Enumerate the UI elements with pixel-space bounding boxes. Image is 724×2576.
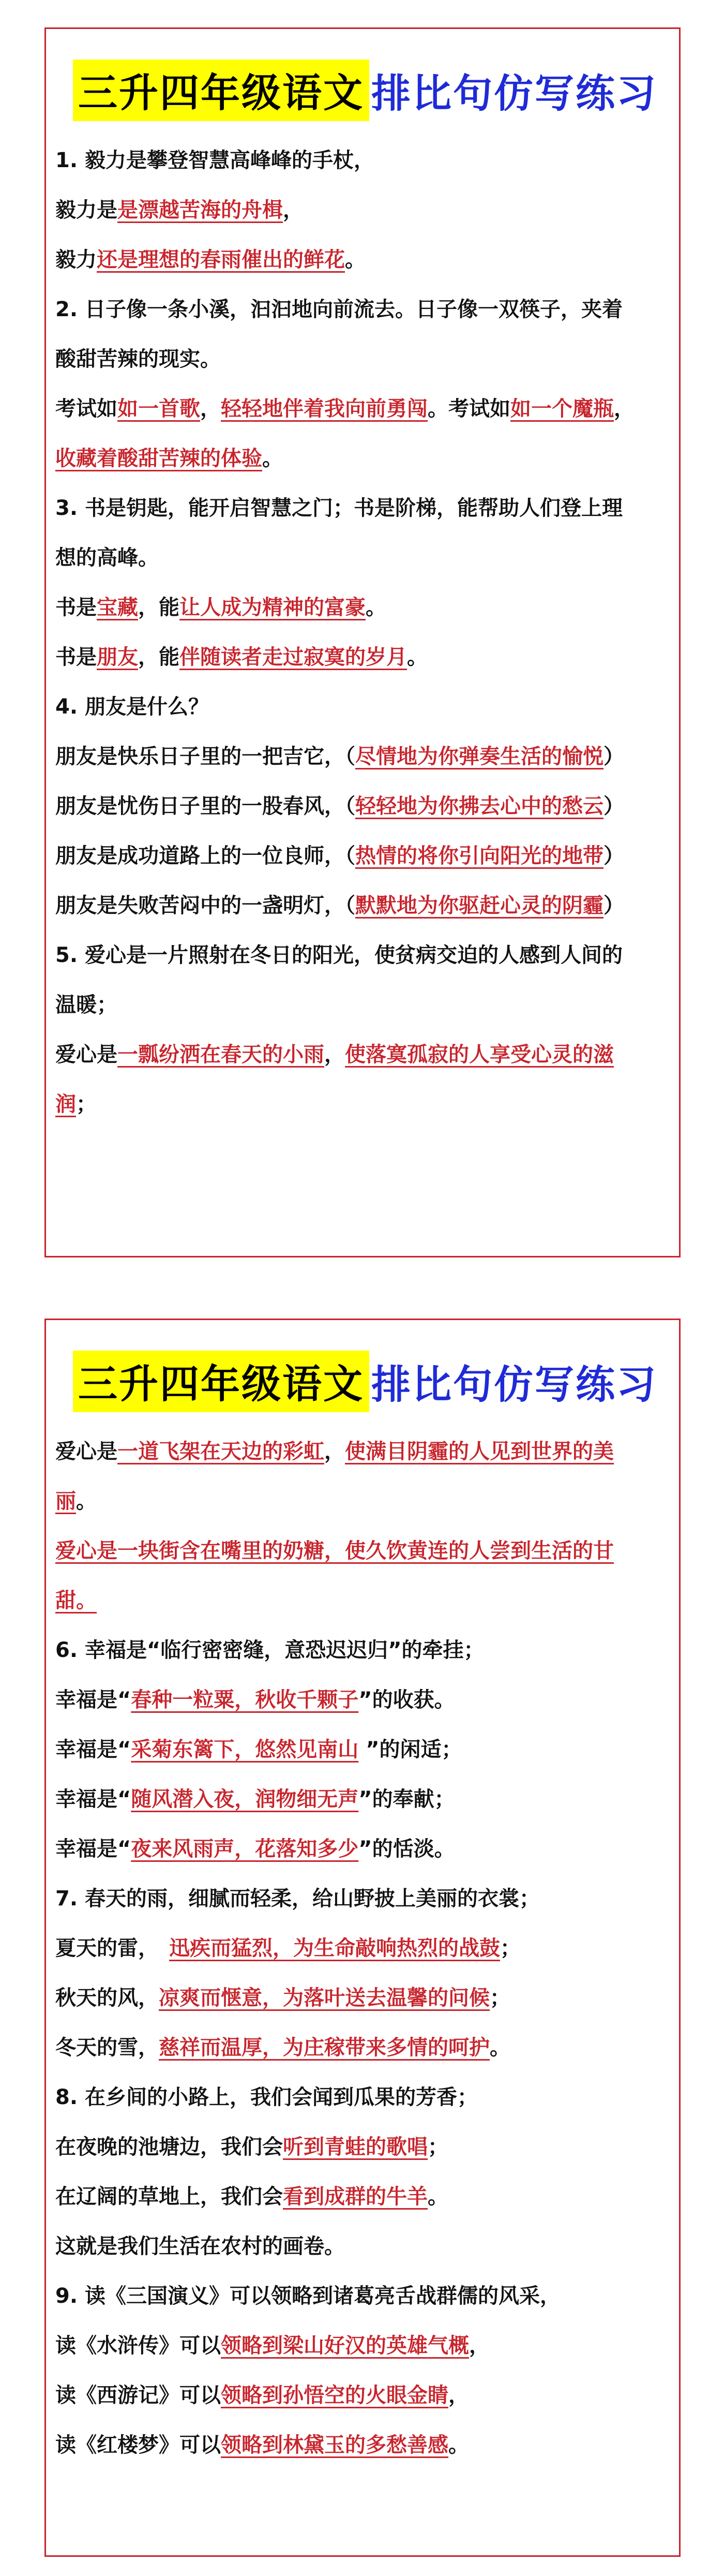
answer-text: 如一首歌: [117, 397, 200, 421]
prompt-text: ）: [604, 844, 624, 868]
answer-text: 领略到孙悟空的火眼金睛: [221, 2383, 448, 2407]
text-line: [55, 1476, 670, 1526]
prompt-text: ，: [324, 1440, 345, 1463]
prompt-text: 幸福是“: [55, 1787, 131, 1811]
prompt-text: ，: [324, 1043, 345, 1067]
text-line: [55, 185, 670, 235]
answer-text: 润: [55, 1092, 76, 1116]
answer-text: 随风潜入夜，润物细无声: [131, 1787, 359, 1811]
prompt-text: 书是: [55, 596, 97, 619]
answer-text: 轻轻地为你拂去心中的愁云: [355, 794, 604, 818]
text-line: [55, 980, 670, 1030]
text-line: [55, 583, 670, 632]
text-line: [55, 136, 670, 185]
text-line: [55, 632, 670, 682]
prompt-text: 毅力: [55, 248, 97, 272]
worksheet-title: [73, 1352, 658, 1410]
prompt-text: 2. 日子像一条小溪，汩汩地向前流去。日子像一双筷子，夹着: [55, 298, 623, 321]
prompt-text: 酸甜苦辣的现实。: [55, 347, 221, 371]
prompt-text: 幸福是“: [55, 1837, 131, 1861]
text-line: [55, 2321, 670, 2371]
answer-text: 领略到梁山好汉的英雄气概: [221, 2334, 469, 2358]
text-line: [55, 1625, 670, 1675]
prompt-text: 7. 春天的雨，细腻而轻柔，给山野披上美丽的衣裳；: [55, 1887, 540, 1911]
prompt-text: 。: [366, 596, 386, 619]
answer-text: 迅疾而猛烈，为生命敲响热烈的战鼓: [169, 1936, 500, 1960]
text-line: [55, 2023, 670, 2072]
title-highlight: 三升四年级语文: [73, 60, 369, 121]
prompt-text: 3. 书是钥匙，能开启智慧之门；书是阶梯，能帮助人们登上理: [55, 496, 623, 520]
text-line: [55, 1824, 670, 1874]
answer-text: 宝藏: [97, 596, 138, 619]
answer-text: 听到青蛙的歌唱: [283, 2135, 428, 2159]
prompt-text: 朋友是成功道路上的一位良师，（: [55, 844, 355, 868]
prompt-text: 。: [407, 645, 428, 669]
text-line: [55, 1973, 670, 2023]
prompt-text: 读《西游记》可以: [55, 2383, 221, 2407]
title-rest: 排比句仿写练习: [371, 70, 657, 116]
answer-text: 采菊东篱下，悠然见南山: [131, 1738, 359, 1761]
text-line: [55, 732, 670, 781]
text-line: [55, 1079, 670, 1129]
prompt-text: ，能: [138, 645, 179, 669]
prompt-text: ”的奉献；: [358, 1787, 455, 1811]
answer-text: 是漂越苦海的舟楫: [117, 198, 283, 222]
text-line: [55, 533, 670, 583]
prompt-text: 温暖；: [55, 993, 117, 1017]
prompt-text: 毅力是: [55, 198, 117, 222]
prompt-text: 冬天的雪，: [55, 2036, 159, 2060]
title-rest: 排比句仿写练习: [371, 1361, 657, 1408]
answer-text: 如一个魔瓶: [510, 397, 614, 421]
prompt-text: ）: [604, 794, 624, 818]
prompt-text: ，: [448, 2383, 469, 2407]
exercise-content: [55, 136, 670, 1129]
text-line: [55, 1030, 670, 1079]
prompt-text: 9. 读《三国演义》可以领略到诸葛亮舌战群儒的风采，: [55, 2284, 561, 2308]
prompt-text: ，: [200, 397, 221, 421]
text-line: [55, 285, 670, 334]
prompt-text: 这就是我们生活在农村的画卷。: [55, 2234, 345, 2258]
text-line: [55, 2072, 670, 2122]
prompt-text: 夏天的雷，: [55, 1936, 169, 1960]
text-line: [55, 1874, 670, 1923]
title-highlight: 三升四年级语文: [73, 1351, 369, 1412]
prompt-text: 。: [262, 447, 283, 470]
prompt-text: 。: [490, 2036, 510, 2060]
prompt-text: 幸福是“: [55, 1738, 131, 1761]
prompt-text: 6. 幸福是“临行密密缝，意恐迟迟归”的牵挂；: [55, 1638, 485, 1662]
prompt-text: 爱心是: [55, 1440, 117, 1463]
prompt-text: ”的恬淡。: [358, 1837, 455, 1861]
text-line: [55, 334, 670, 384]
text-line: [55, 2172, 670, 2222]
prompt-text: ，: [469, 2334, 490, 2358]
prompt-text: 5. 爱心是一片照射在冬日的阳光，使贫病交迫的人感到人间的: [55, 943, 623, 967]
worksheet-page-1: [44, 27, 681, 1257]
prompt-text: ；: [76, 1092, 97, 1116]
answer-text: 轻轻地伴着我向前勇闯: [221, 397, 428, 421]
prompt-text: ）: [604, 745, 624, 768]
text-line: [55, 2122, 670, 2172]
text-line: [55, 2371, 670, 2420]
answer-text: 夜来风雨声，花落知多少: [131, 1837, 359, 1861]
answer-text: 还是理想的春雨催出的鲜花: [97, 248, 345, 272]
answer-text: 凉爽而惬意，为落叶送去温馨的问候: [159, 1986, 490, 2010]
text-line: [55, 1923, 670, 1973]
prompt-text: 。: [345, 248, 366, 272]
text-line: [55, 930, 670, 980]
prompt-text: 。: [448, 2433, 469, 2457]
answer-text: 让人成为精神的富豪: [179, 596, 366, 619]
text-line: [55, 1576, 670, 1625]
text-line: [55, 2222, 670, 2271]
text-line: [55, 1675, 670, 1725]
answer-text: 甜。: [55, 1589, 97, 1612]
prompt-text: 幸福是“: [55, 1688, 131, 1712]
prompt-text: ，: [614, 397, 635, 421]
answer-text: 领略到林黛玉的多愁善感: [221, 2433, 448, 2457]
text-line: [55, 384, 670, 434]
prompt-text: 考试如: [55, 397, 117, 421]
answer-text: 看到成群的牛羊: [283, 2185, 428, 2209]
text-line: [55, 1526, 670, 1576]
text-line: [55, 2271, 670, 2321]
text-line: [55, 881, 670, 930]
exercise-content: [55, 1427, 670, 2470]
prompt-text: ，能: [138, 596, 179, 619]
prompt-text: 书是: [55, 645, 97, 669]
answer-text: 一瓢纷洒在春天的小雨: [117, 1043, 324, 1067]
text-line: [55, 483, 670, 533]
answer-text: 热情的将你引向阳光的地带: [355, 844, 604, 868]
answer-text: 使落寞孤寂的人享受心灵的滋: [345, 1043, 614, 1067]
answer-text: 默默地为你驱赶心灵的阴霾: [355, 894, 604, 917]
text-line: [55, 831, 670, 881]
answer-text: 慈祥而温厚，为庄稼带来多情的呵护: [159, 2036, 490, 2060]
text-line: [55, 1774, 670, 1824]
answer-text: 收藏着酸甜苦辣的体验: [55, 447, 262, 470]
prompt-text: 读《水浒传》可以: [55, 2334, 221, 2358]
prompt-text: ；: [490, 1986, 510, 2010]
prompt-text: ”的收获。: [358, 1688, 455, 1712]
prompt-text: 1. 毅力是攀登智慧高峰峰的手杖，: [55, 149, 374, 172]
prompt-text: 在夜晚的池塘边，我们会: [55, 2135, 283, 2159]
prompt-text: ，: [283, 198, 304, 222]
answer-text: 丽: [55, 1489, 76, 1513]
prompt-text: 爱心是: [55, 1043, 117, 1067]
prompt-text: 朋友是忧伤日子里的一股春风，（: [55, 794, 355, 818]
prompt-text: 4. 朋友是什么？: [55, 695, 209, 719]
text-line: [55, 781, 670, 831]
prompt-text: ）: [604, 894, 624, 917]
prompt-text: 。: [428, 2185, 448, 2209]
prompt-text: 读《红楼梦》可以: [55, 2433, 221, 2457]
prompt-text: 8. 在乡间的小路上，我们会闻到瓜果的芳香；: [55, 2085, 478, 2109]
answer-text: 尽情地为你弹奏生活的愉悦: [355, 745, 604, 768]
text-line: [55, 235, 670, 285]
text-line: [55, 682, 670, 732]
text-line: [55, 1725, 670, 1774]
worksheet-title: [73, 61, 658, 119]
answer-text: 爱心是一块街含在嘴里的奶糖，使久饮黄连的人尝到生活的甘: [55, 1539, 614, 1563]
prompt-text: ”的闲适；: [358, 1738, 462, 1761]
prompt-text: 朋友是快乐日子里的一把吉它，（: [55, 745, 355, 768]
prompt-text: 秋天的风，: [55, 1986, 159, 2010]
prompt-text: ；: [500, 1936, 521, 1960]
prompt-text: 。考试如: [428, 397, 510, 421]
prompt-text: 想的高峰。: [55, 546, 159, 570]
prompt-text: 在辽阔的草地上，我们会: [55, 2185, 283, 2209]
answer-text: 使满目阴霾的人见到世界的美: [345, 1440, 614, 1463]
answer-text: 朋友: [97, 645, 138, 669]
text-line: [55, 1427, 670, 1476]
answer-text: 春种一粒粟，秋收千颗子: [131, 1688, 359, 1712]
text-line: [55, 2420, 670, 2470]
answer-text: 一道飞架在天边的彩虹: [117, 1440, 324, 1463]
prompt-text: 朋友是失败苦闷中的一盏明灯，（: [55, 894, 355, 917]
prompt-text: ；: [428, 2135, 448, 2159]
text-line: [55, 434, 670, 483]
answer-text: 伴随读者走过寂寞的岁月: [179, 645, 407, 669]
worksheet-page-2: [44, 1319, 681, 2557]
prompt-text: 。: [76, 1489, 97, 1513]
